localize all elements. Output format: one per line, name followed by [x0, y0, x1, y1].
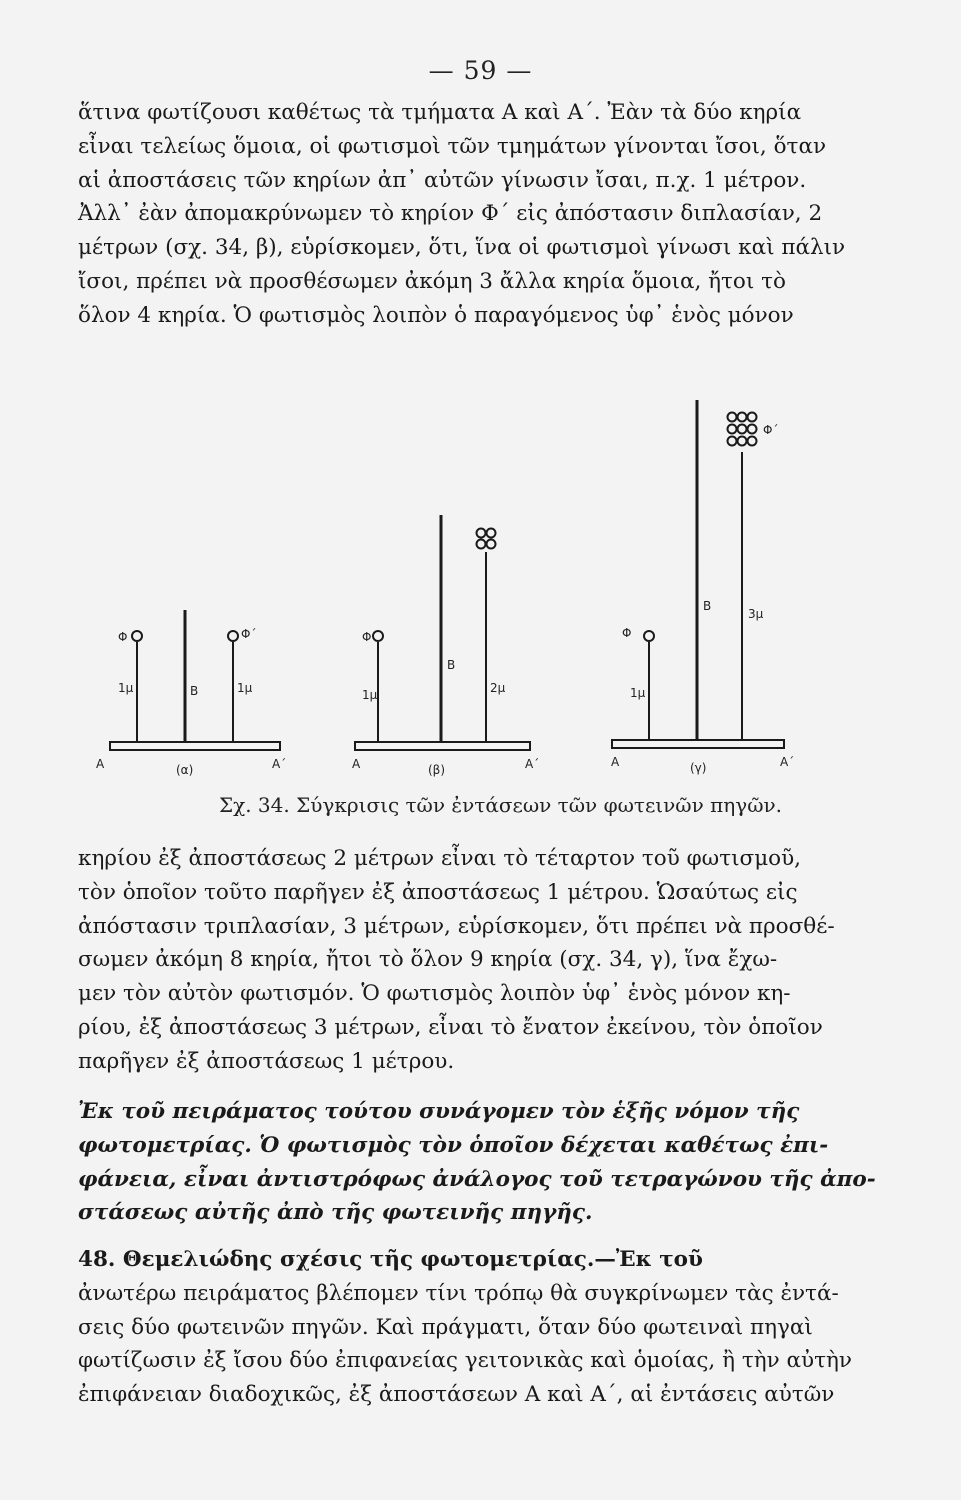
- candle-flame-c-4: [728, 425, 737, 434]
- label-part-a: (α): [176, 763, 194, 777]
- text-line: ὅλον 4 κηρία. Ὁ φωτισμὸς λοιπὸν ὁ παραγόμενος ὑφ᾿ ἑνὸς μόνον: [78, 302, 794, 328]
- label-3m-c: 3μ: [748, 607, 764, 621]
- label-part-b: (β): [428, 763, 446, 777]
- label-Aprime-b: Α΄: [525, 757, 540, 771]
- label-A-c: Α: [611, 755, 620, 769]
- figure-34-diagram: [0, 380, 961, 790]
- text-line: στάσεως αὐτῆς ἀπὸ τῆς φωτεινῆς πηγῆς.: [78, 1200, 593, 1226]
- label-1m-a-left: 1μ: [118, 681, 134, 695]
- section-heading-line: 48. Θεμελιώδης σχέσις τῆς φωτομετρίας.—Ἐκ τοῦ: [78, 1247, 703, 1272]
- text-line: μεν τὸν αὐτὸν φωτισμόν. Ὁ φωτισμὸς λοιπὸν ὑφ᾿ ἑνὸς μόνον κη-: [78, 981, 791, 1007]
- base-bar-a: [110, 742, 280, 750]
- text-line: ἅτινα φωτίζουσι καθέτως τὰ τμήματα Α καὶ Α΄. Ἐὰν τὰ δύο κηρία: [78, 100, 802, 125]
- candle-flame-c-9: [748, 437, 757, 446]
- candle-flame-c-6: [748, 425, 757, 434]
- candle-flame-phi-b: [373, 631, 383, 641]
- text-line: παρῆγεν ἐξ ἀποστάσεως 1 μέτρου.: [78, 1048, 455, 1074]
- candle-flame-c-5: [738, 425, 747, 434]
- candle-flame-c-2: [738, 413, 747, 422]
- page-number: — 59 —: [428, 56, 533, 85]
- candle-flame-b-4: [487, 540, 496, 549]
- candle-flame-b-3: [477, 540, 486, 549]
- text-line: φωτομετρίας. Ὁ φωτισμὸς τὸν ὁποῖον δέχεται καθέτως ἐπι-: [78, 1132, 829, 1158]
- candle-flame-b-1: [477, 529, 486, 538]
- candle-flame-c-7: [728, 437, 737, 446]
- label-A-a: Α: [96, 757, 105, 771]
- paragraph-1: [78, 96, 878, 333]
- label-1m-a-right: 1μ: [237, 681, 253, 695]
- text-line: φωτίζωσιν ἐξ ἴσου δύο ἐπιφανείας γειτονικὰς καὶ ὁμοίας, ἢ τὴν αὐτὴν: [78, 1348, 852, 1374]
- candle-flame-phi-a: [132, 631, 142, 641]
- text-line: ἴσοι, πρέπει νὰ προσθέσωμεν ἀκόμη 3 ἄλλα κηρία ὅμοια, ἤτοι τὸ: [78, 268, 786, 294]
- label-b-a: Β: [190, 684, 199, 698]
- candle-flame-b-2: [487, 529, 496, 538]
- setup-b: [355, 515, 530, 750]
- candle-flame-phi-c: [644, 631, 654, 641]
- paragraph-2: [78, 842, 878, 1079]
- text-line: αἱ ἀποστάσεις τῶν κηρίων ἀπ᾿ αὐτῶν γίνωσιν ἴσαι, π.χ. 1 μέτρον.: [78, 167, 807, 193]
- figure-caption: [0, 793, 961, 817]
- base-bar-c: [612, 740, 784, 748]
- label-phi-b: Φ: [362, 630, 372, 644]
- candle-flame-c-8: [738, 437, 747, 446]
- label-part-c: (γ): [690, 761, 707, 775]
- text-line: κηρίου ἐξ ἀποστάσεως 2 μέτρων εἶναι τὸ τέταρτον τοῦ φωτισμοῦ,: [78, 846, 802, 871]
- base-bar-b: [355, 742, 530, 750]
- text-line: φάνεια, εἶναι ἀντιστρόφως ἀνάλογος τοῦ τετραγώνου τῆς ἀπο-: [78, 1166, 876, 1192]
- text-line: ἀνωτέρω πειράματος βλέπομεν τίνι τρόπῳ θὰ συγκρίνωμεν τὰς ἐντά-: [78, 1280, 839, 1306]
- section-48-paragraph: [78, 1243, 878, 1412]
- text-line: ἐπιφάνειαν διαδοχικῶς, ἐξ ἀποστάσεων Α καὶ Α΄, αἱ ἐντάσεις αὐτῶν: [78, 1382, 835, 1408]
- candle-flame-c-1: [728, 413, 737, 422]
- label-b-c: Β: [703, 599, 712, 613]
- label-phi-c: Φ: [622, 626, 632, 640]
- label-b-b: Β: [447, 658, 456, 672]
- label-Aprime-c: Α΄: [780, 755, 795, 769]
- text-line: ἀπόστασιν τριπλασίαν, 3 μέτρων, εὑρίσκομεν, ὅτι πρέπει νὰ προσθέ-: [78, 913, 835, 939]
- text-line: σωμεν ἀκόμη 8 κηρία, ἤτοι τὸ ὅλον 9 κηρία (σχ. 34, γ), ἵνα ἔχω-: [78, 947, 778, 973]
- text-line: τὸν ὁποῖον τοῦτο παρῆγεν ἐξ ἀποστάσεως 1 μέτρου. Ὡσαύτως εἰς: [78, 879, 798, 905]
- text-line: εἶναι τελείως ὅμοια, οἱ φωτισμοὶ τῶν τμημάτων γίνονται ἴσοι, ὅταν: [78, 133, 827, 159]
- label-Aprime-a: Α΄: [272, 757, 287, 771]
- label-A-b: Α: [352, 757, 361, 771]
- text-line: μέτρων (σχ. 34, β), εὑρίσκομεν, ὅτι, ἵνα οἱ φωτισμοὶ γίνωσι καὶ πάλιν: [78, 235, 846, 261]
- figure-caption-text: Σχ. 34. Σύγκρισις τῶν ἐντάσεων τῶν φωτεινῶν πηγῶν.: [218, 793, 783, 817]
- label-2m-b: 2μ: [490, 681, 506, 695]
- photometry-law-paragraph: [78, 1095, 878, 1230]
- text-line: Ἐκ τοῦ πειράματος τούτου συνάγομεν τὸν ἑξῆς νόμον τῆς: [78, 1099, 800, 1124]
- candle-flame-c-3: [748, 413, 757, 422]
- label-phi-a: Φ: [118, 630, 128, 644]
- text-line: σεις δύο φωτεινῶν πηγῶν. Καὶ πράγματι, ὅταν δύο φωτειναὶ πηγαὶ: [78, 1314, 813, 1340]
- label-1m-b: 1μ: [362, 688, 378, 702]
- text-line: Ἀλλ᾿ ἐὰν ἀπομακρύνωμεν τὸ κηρίον Φ΄ εἰς ἀπόστασιν διπλασίαν, 2: [78, 201, 823, 227]
- text-line: ρίου, ἐξ ἀποστάσεως 3 μέτρων, εἶναι τὸ ἔνατον ἐκείνου, τὸν ὁποῖον: [78, 1014, 823, 1040]
- label-phiprime-c: Φ΄: [763, 423, 779, 437]
- label-phiprime-a: Φ΄: [241, 627, 257, 641]
- label-1m-c: 1μ: [630, 686, 646, 700]
- candle-flame-phiprime-a: [228, 631, 238, 641]
